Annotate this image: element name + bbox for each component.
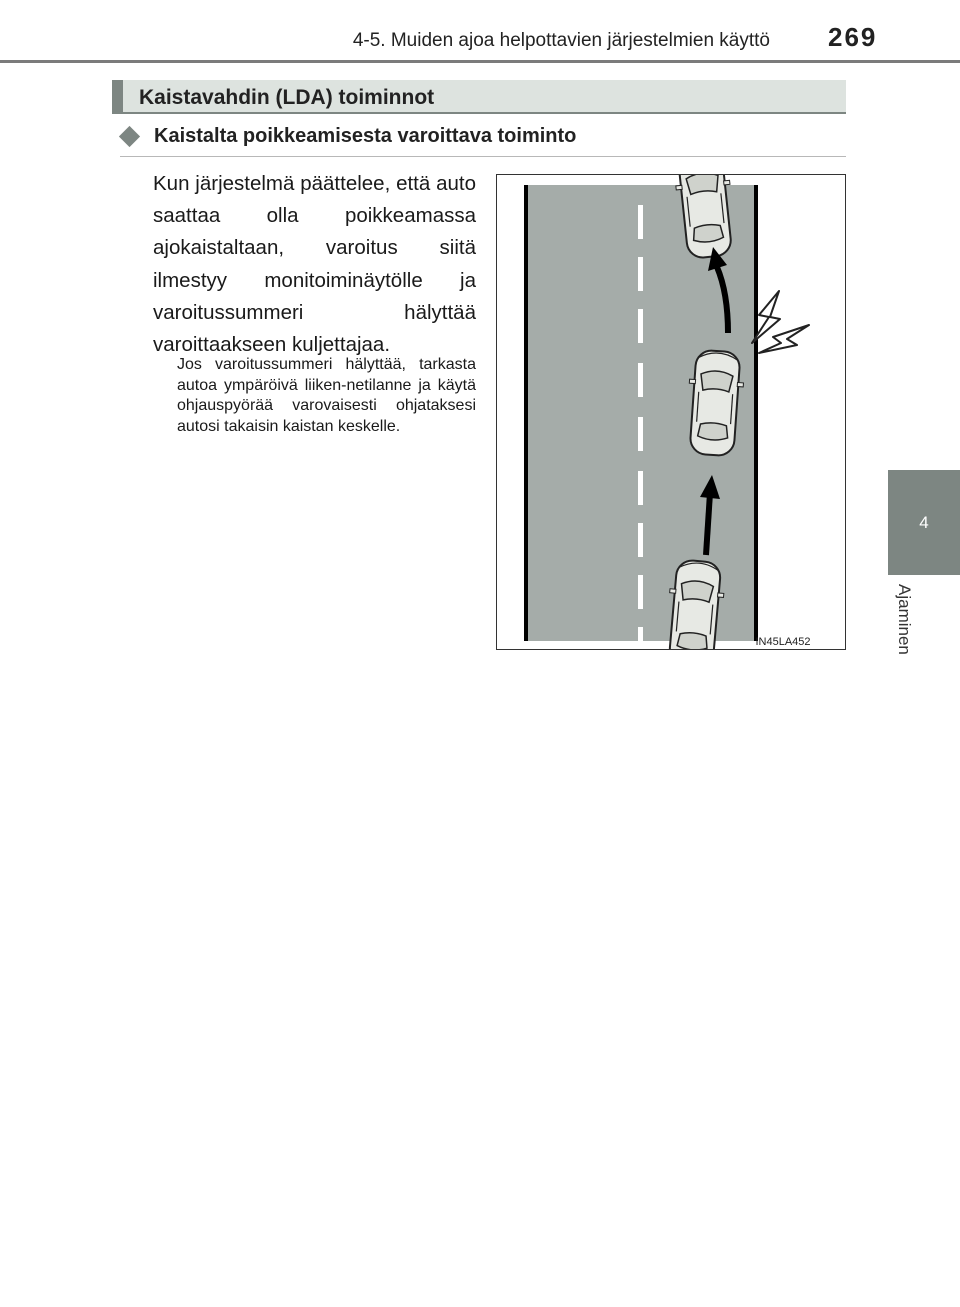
chapter-label: Ajaminen bbox=[895, 584, 914, 655]
note-paragraph: Jos varoitussummeri hälyttää, tarkasta autoa ympäröivä liiken-netilanne ja käytä ohjauspyörää varovaisesti ohjataksesi autosi takaisin kaistan keskelle. bbox=[177, 356, 476, 435]
subsection-heading bbox=[120, 124, 846, 157]
dashed-center-line bbox=[638, 205, 643, 641]
subsection-title: Kaistalta poikkeamisesta varoittava toiminto bbox=[154, 125, 577, 147]
lane-departure-figure bbox=[496, 174, 846, 650]
page-number: 269 bbox=[828, 22, 878, 52]
diamond-bullet-icon bbox=[119, 126, 140, 147]
section-heading bbox=[112, 80, 846, 114]
lightning-warning-icon bbox=[752, 291, 809, 353]
main-paragraph: Kun järjestelmä päättelee, että auto saattaa olla poikkeamassa ajokaistaltaan, varoitus siitä ilmestyy monitoiminäytölle ja varoitussummeri hälyttää varoittaakseen kuljettajaa. bbox=[153, 172, 476, 357]
header-divider bbox=[0, 60, 960, 63]
lane-illustration bbox=[497, 175, 845, 649]
figure-code: IN45LA452 bbox=[755, 636, 811, 648]
header-title: 4-5. Muiden ajoa helpottavien järjestelmien käyttö bbox=[352, 30, 770, 51]
section-title: Kaistavahdin (LDA) toiminnot bbox=[139, 86, 435, 109]
chapter-number: 4 bbox=[919, 512, 929, 532]
chapter-tab bbox=[888, 470, 960, 575]
